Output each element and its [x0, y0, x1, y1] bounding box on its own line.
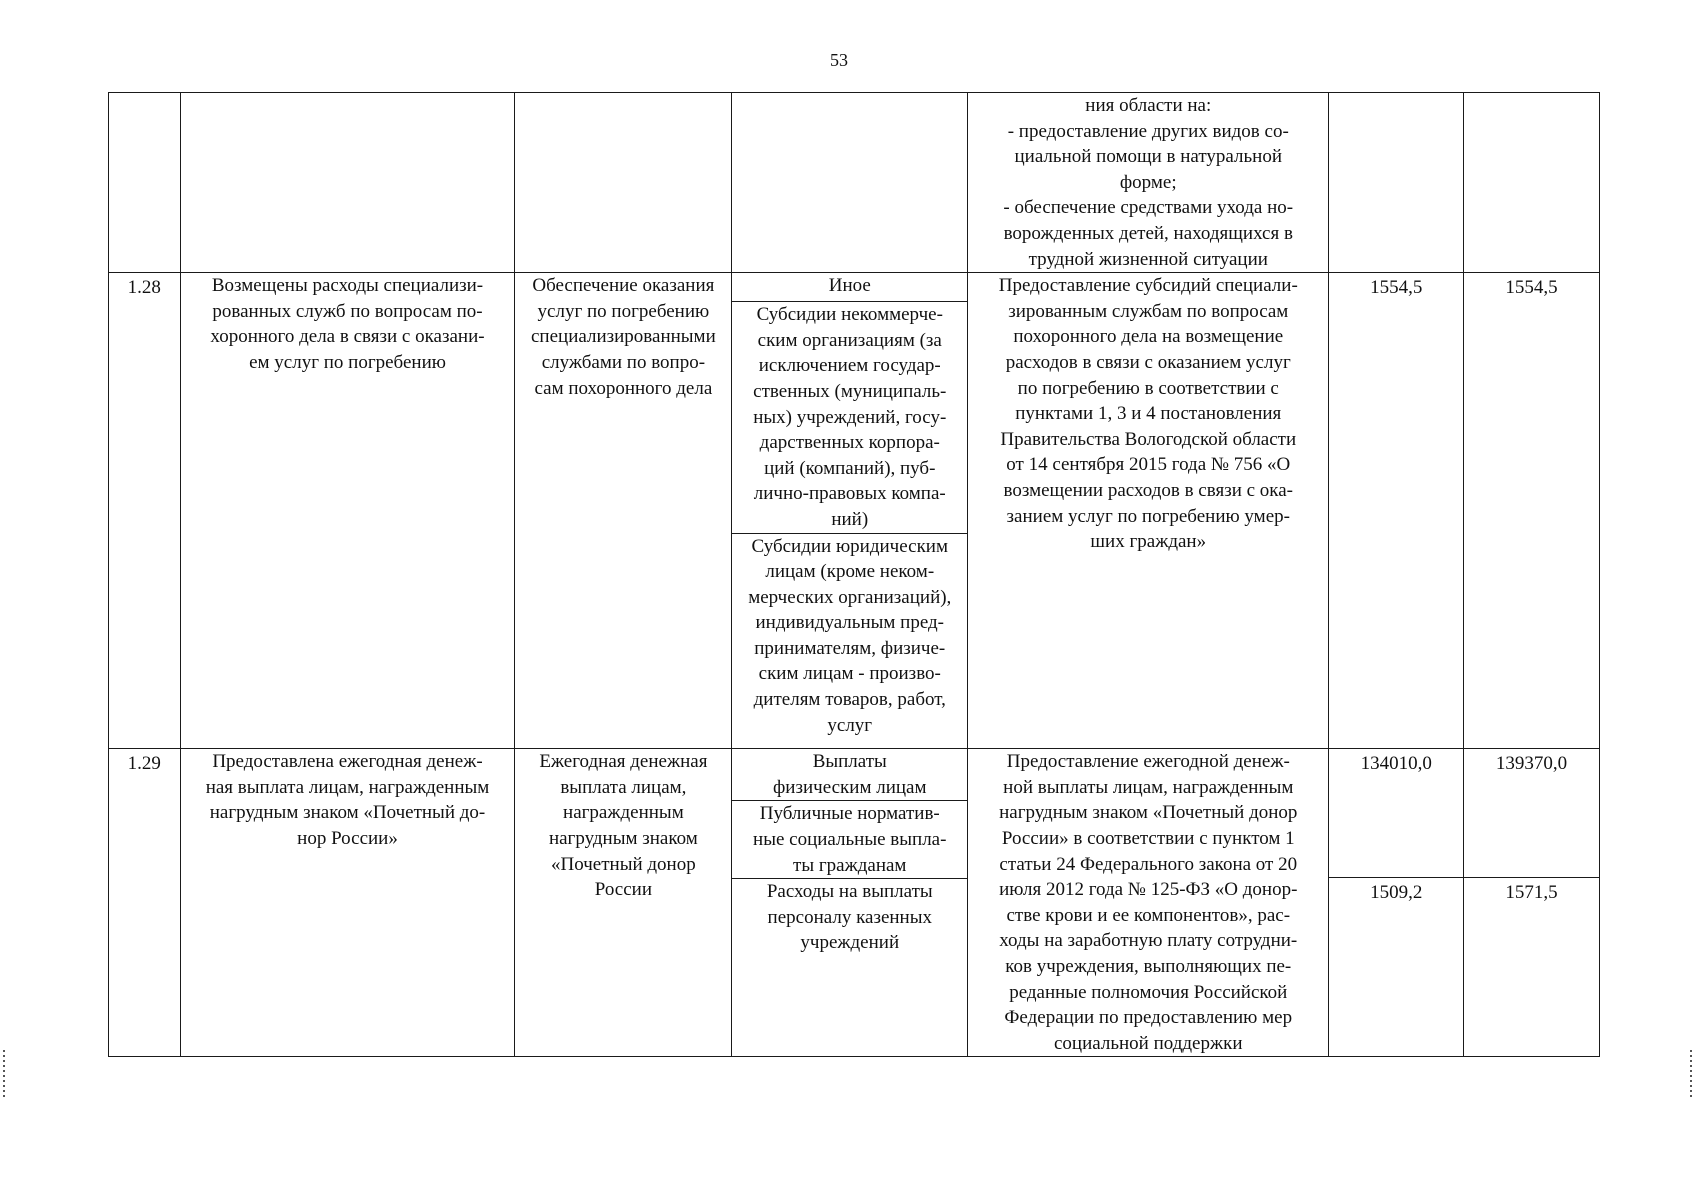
value-b: 1509,2 — [1329, 878, 1463, 906]
expense-type: Иное — [828, 275, 871, 297]
result-cell: Предоставлена ежегодная денеж- ная выплата лицам, награжденным нагрудным знаком «Почетный до- нор России» — [180, 749, 515, 1057]
description-cell: Предоставление ежегодной денеж- ной выплаты лицам, награжденным нагрудным знаком «Почетный донор России» в соответствии с пунктом 1 статьи 24 Федерального закона от 20 июля 2012 года № 125-ФЗ «О донор- стве крови и ее компонентов», рас- ходы на заработную плату сотрудни- ков учреждения, выполняющих пе- реданные полномочия Российской Федерации по предоставлению мер социальной поддержки — [968, 749, 1329, 1057]
expense-type: Расходы на выплаты персоналу казенных учреждений — [732, 879, 967, 956]
expense-type: Субсидии юридическим лицам (кроме неком- мерческих организаций), индивидуальным пред- принимателям, физиче- ским лицам - произво- дителям товаров, работ, услуг — [732, 533, 967, 738]
description-cell: Предоставление субсидий специали- зированным службам по вопросам похоронного дела на возмещение расходов в связи с оказанием услуг по погребению в соответствии с пунктами 1, 3 и 4 постановления Правительства Вологодской области от 14 сентября 2015 года № 756 «О возмещении расходов в связи с ока- занием услуг по погребению умер- ших граждан» — [968, 273, 1329, 749]
expense-type-cell — [732, 749, 968, 1057]
table-row — [109, 749, 1600, 1057]
value-a: 134010,0 — [1360, 753, 1432, 775]
cell-measure-empty — [515, 93, 732, 273]
cell-result-empty — [180, 93, 515, 273]
measure-cell: Ежегодная денежная выплата лицам, награжденным нагрудным знаком «Почетный донор России — [515, 749, 732, 1057]
value-cell — [1329, 749, 1464, 1057]
budget-table — [108, 92, 1600, 1057]
expense-type: Выплаты физическим лицам — [773, 751, 927, 798]
expense-type: Публичные норматив- ные социальные выпла- ты гражданам — [732, 801, 967, 879]
value-cell: 1554,5 — [1464, 273, 1600, 749]
cell-type-empty — [732, 93, 968, 273]
page-number: 53 — [830, 50, 848, 70]
cell-value1-empty — [1329, 93, 1464, 273]
scan-edge-marks-left — [3, 1050, 5, 1098]
value-b: 1571,5 — [1464, 878, 1599, 906]
row-number: 1.28 — [109, 273, 181, 749]
cell-num-empty — [109, 93, 181, 273]
expense-type-cell — [732, 273, 968, 749]
measure-cell: Обеспечение оказания услуг по погребению специализированными службами по вопро- сам похоронного дела — [515, 273, 732, 749]
table-row — [109, 273, 1600, 749]
expense-type: Субсидии некоммерче- ским организациям (за исключением государ- ственных (муниципаль- ных) учреждений, госу- дарственных корпора- ций (компаний), пуб- лично-правовых компа- ний) — [732, 302, 967, 533]
row-number: 1.29 — [109, 749, 181, 1057]
value-cell — [1464, 749, 1600, 1057]
cell-description-continued: ния области на: - предоставление других видов со- циальной помощи в натуральной форме; - обеспечение средствами ухода но- ворожденных детей, находящихся в трудной жизненной ситуации — [968, 93, 1329, 273]
scan-edge-marks-right — [1690, 1050, 1692, 1098]
cell-value2-empty — [1464, 93, 1600, 273]
table-row-continuation — [109, 93, 1600, 273]
value-cell: 1554,5 — [1329, 273, 1464, 749]
result-cell: Возмещены расходы специализи- рованных служб по вопросам по- хоронного дела в связи с оказани- ем услуг по погребению — [180, 273, 515, 749]
value-a: 139370,0 — [1495, 753, 1568, 775]
